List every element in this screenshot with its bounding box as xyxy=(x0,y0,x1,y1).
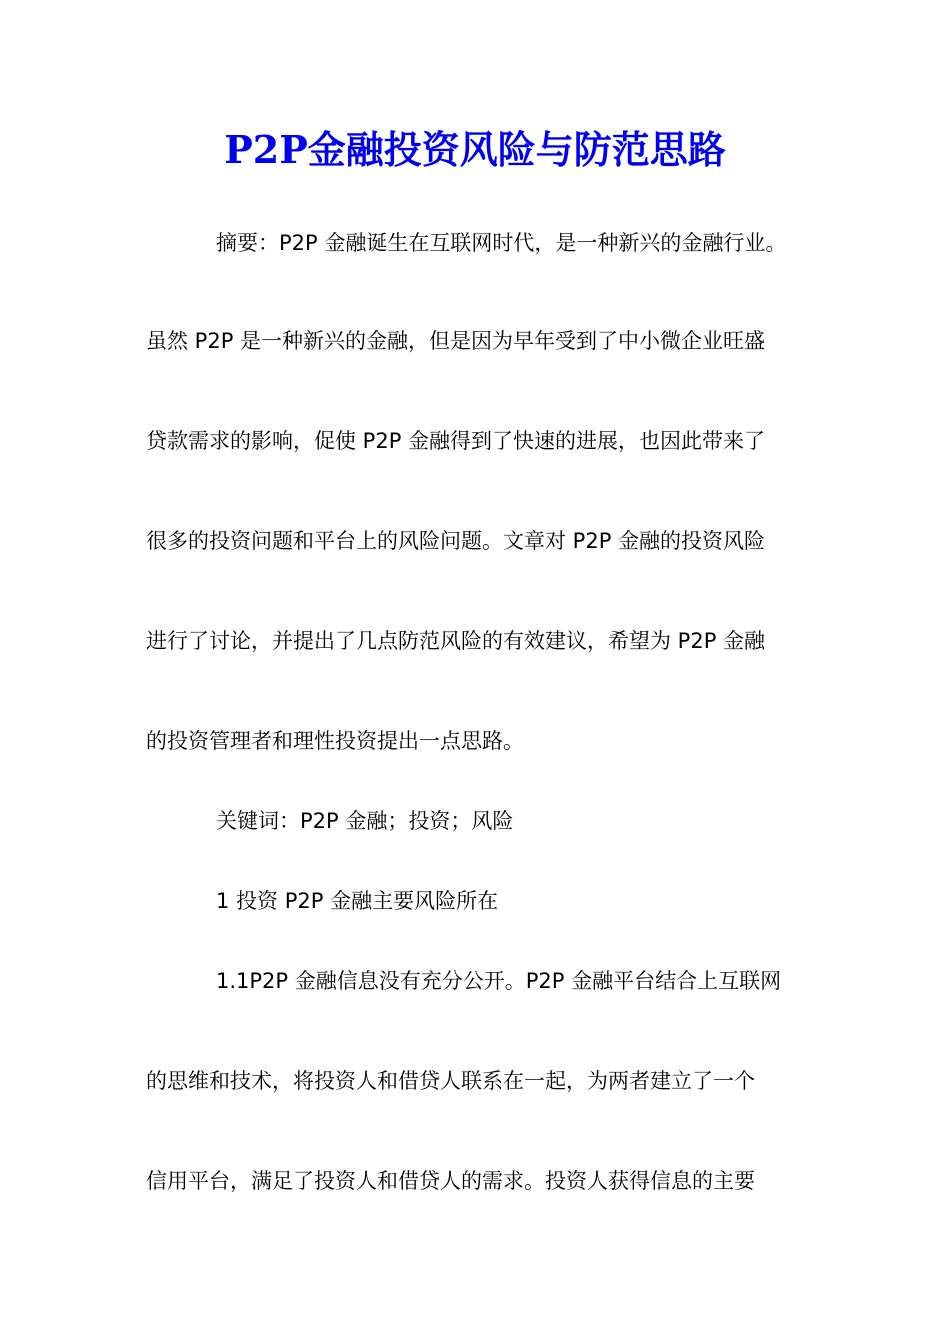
body-paragraph-line: 的思维和技术，将投资人和借贷人联系在一起，为两者建立了一个 xyxy=(146,1069,755,1093)
body-paragraph-line: 信用平台，满足了投资人和借贷人的需求。投资人获得信息的主要 xyxy=(146,1169,755,1193)
abstract-line: 贷款需求的影响，促使 P2P 金融得到了快速的进展，也因此带来了 xyxy=(146,429,766,453)
abstract-line: 虽然 P2P 是一种新兴的金融，但是因为早年受到了中小微企业旺盛 xyxy=(146,329,766,353)
abstract-line: 进行了讨论，并提出了几点防范风险的有效建议，希望为 P2P 金融 xyxy=(146,629,766,653)
document-title: P2P金融投资风险与防范思路 xyxy=(224,127,726,172)
abstract-line: 很多的投资问题和平台上的风险问题。文章对 P2P 金融的投资风险 xyxy=(146,529,766,553)
abstract-line: 的投资管理者和理性投资提出一点思路。 xyxy=(146,729,524,753)
keywords-line: 关键词：P2P 金融；投资；风险 xyxy=(216,809,514,833)
abstract-line: 摘要：P2P 金融诞生在互联网时代，是一种新兴的金融行业。 xyxy=(216,231,787,255)
body-paragraph-line: 1.1P2P 金融信息没有充分公开。P2P 金融平台结合上互联网 xyxy=(216,969,782,993)
section-heading: 1 投资 P2P 金融主要风险所在 xyxy=(216,889,499,913)
